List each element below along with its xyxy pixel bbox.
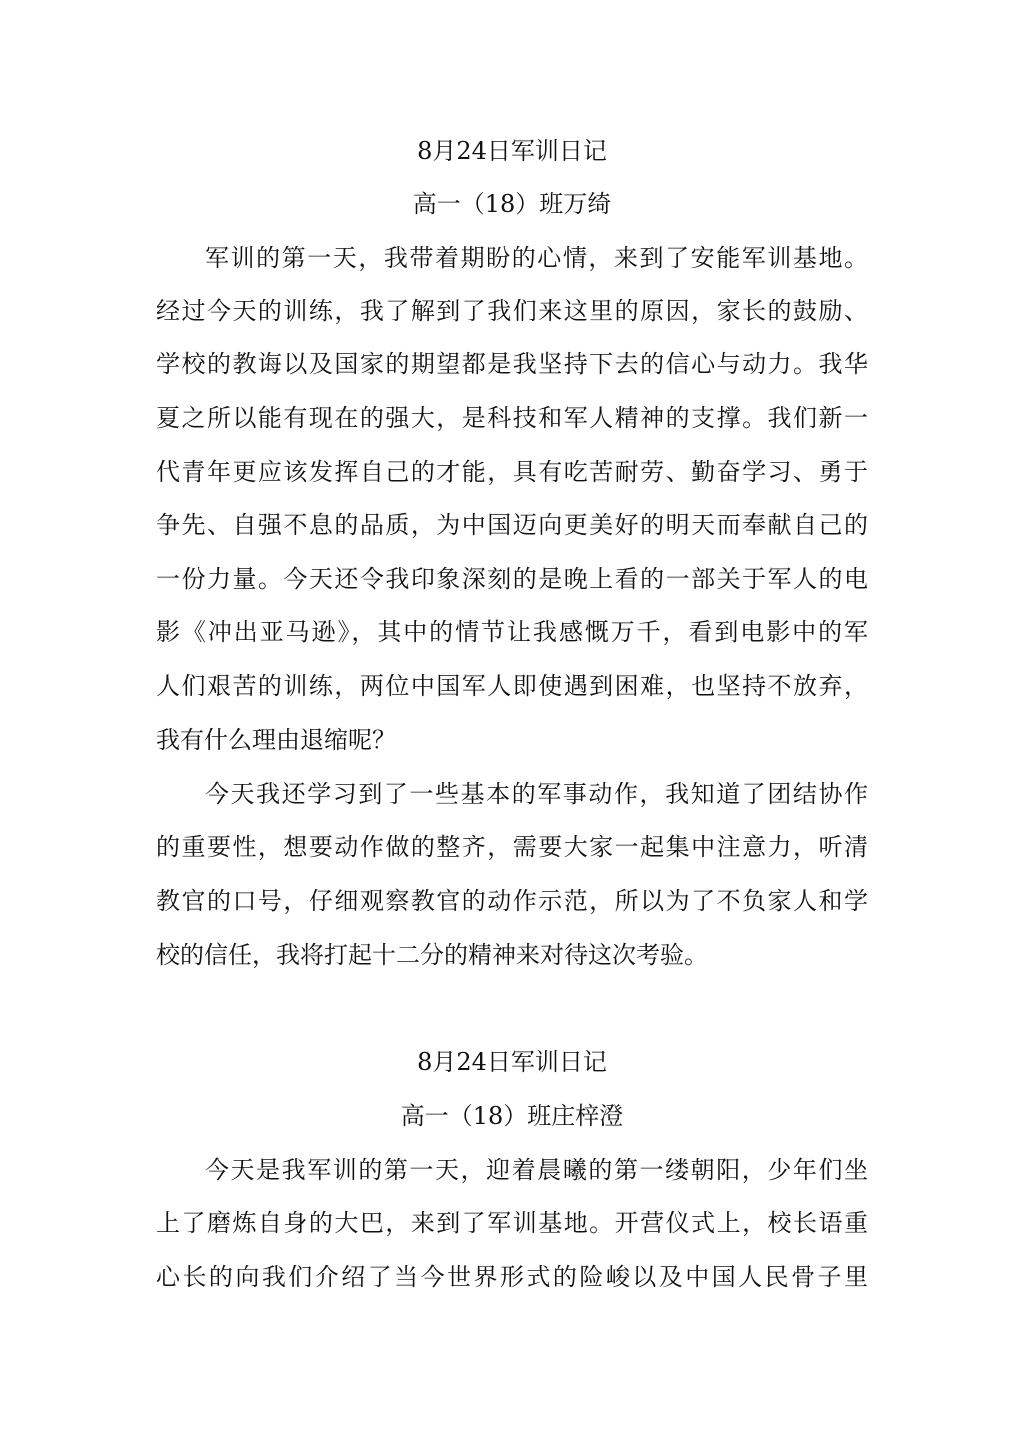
diary-title: 8月24日军训日记 <box>417 137 607 165</box>
diary-title: 8月24日军训日记 <box>417 1048 607 1076</box>
paragraph-line: 今天我还学习到了一些基本的军事动作，我知道了团结协作 <box>205 780 868 808</box>
paragraph-line: 军训的第一天，我带着期盼的心情，来到了安能军训基地。 <box>205 244 868 272</box>
paragraph-line: 争先、自强不息的品质，为中国迈向更美好的明天而奉献自己的 <box>156 511 868 539</box>
paragraph-line: 一份力量。今天还令我印象深刻的是晚上看的一部关于军人的电 <box>156 565 868 593</box>
paragraph-line: 代青年更应该发挥自己的才能，具有吃苦耐劳、勤奋学习、勇于 <box>156 458 868 486</box>
paragraph-line: 的重要性，想要动作做的整齐，需要大家一起集中注意力，听清 <box>156 833 868 861</box>
author-line: 高一（18）班庄梓澄 <box>400 1102 624 1130</box>
paragraph-line: 心长的向我们介绍了当今世界形式的险峻以及中国人民骨子里 <box>156 1263 868 1291</box>
author-line: 高一（18）班万绮 <box>412 190 612 218</box>
paragraph-line: 我有什么理由退缩呢？ <box>156 726 396 754</box>
paragraph-line: 人们艰苦的训练，两位中国军人即使遇到困难，也坚持不放弃， <box>156 672 868 700</box>
paragraph-line: 夏之所以能有现在的强大，是科技和军人精神的支撑。我们新一 <box>156 404 868 432</box>
paragraph-line: 上了磨炼自身的大巴，来到了军训基地。开营仪式上，校长语重 <box>156 1209 868 1237</box>
paragraph-line: 影《冲出亚马逊》，其中的情节让我感慨万千，看到电影中的军 <box>156 618 868 646</box>
paragraph-line: 学校的教诲以及国家的期望都是我坚持下去的信心与动力。我华 <box>156 350 868 378</box>
paragraph-line: 教官的口号，仔细观察教官的动作示范，所以为了不负家人和学 <box>156 887 868 915</box>
paragraph-line: 校的信任，我将打起十二分的精神来对待这次考验。 <box>156 941 708 969</box>
paragraph-line: 经过今天的训练，我了解到了我们来这里的原因，家长的鼓励、 <box>156 297 868 325</box>
paragraph-line: 今天是我军训的第一天，迎着晨曦的第一缕朝阳，少年们坐 <box>205 1156 868 1184</box>
